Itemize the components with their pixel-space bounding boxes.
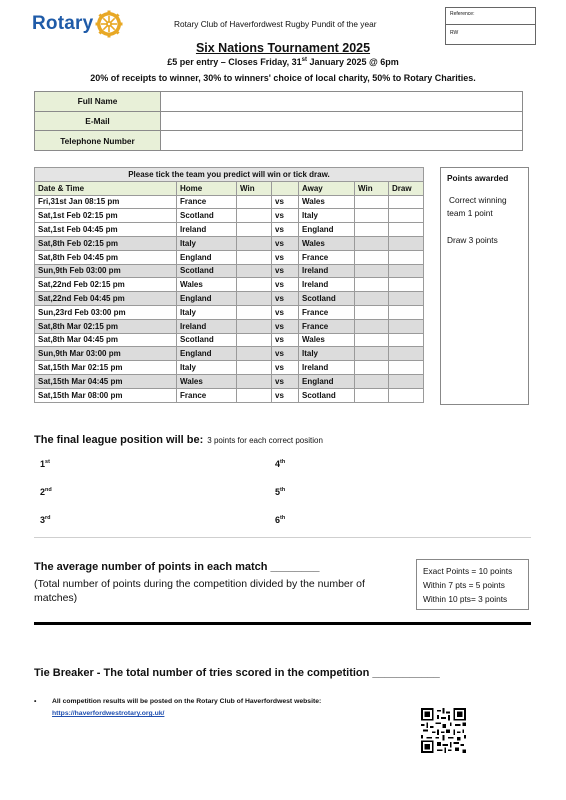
draw-tick[interactable] <box>389 305 424 319</box>
away-team: England <box>299 223 355 237</box>
draw-tick[interactable] <box>389 264 424 278</box>
home-team: Scotland <box>177 333 237 347</box>
reference-code: RW <box>450 30 459 36</box>
home-team: Italy <box>177 361 237 375</box>
home-team: Scotland <box>177 264 237 278</box>
draw-tick[interactable] <box>389 333 424 347</box>
away-team: Scotland <box>299 292 355 306</box>
home-team: France <box>177 195 237 209</box>
draw-tick[interactable] <box>389 278 424 292</box>
fixture-date: Sat,8th Mar 04:45 pm <box>35 333 177 347</box>
points-line-1: Correct winning <box>449 195 507 205</box>
away-team: Wales <box>299 236 355 250</box>
draw-tick[interactable] <box>389 374 424 388</box>
vs-label: vs <box>272 388 299 402</box>
fixture-date: Sat,15th Mar 02:15 pm <box>35 361 177 375</box>
draw-tick[interactable] <box>389 388 424 402</box>
fixture-date: Fri,31st Jan 08:15 pm <box>35 195 177 209</box>
draw-tick[interactable] <box>389 347 424 361</box>
home-win-tick[interactable] <box>237 319 272 333</box>
league-title: The final league position will be: <box>34 434 204 446</box>
draw-tick[interactable] <box>389 236 424 250</box>
table-row <box>35 264 424 278</box>
position-3[interactable]: 3rd <box>40 515 51 525</box>
away-win-tick[interactable] <box>355 319 389 333</box>
away-team: Italy <box>299 347 355 361</box>
table-row <box>35 223 424 237</box>
scoring-within-7: Within 7 pts = 5 points <box>423 580 505 590</box>
home-win-tick[interactable] <box>237 361 272 375</box>
table-row <box>35 305 424 319</box>
away-team: France <box>299 250 355 264</box>
header-home: Home <box>177 181 237 195</box>
home-win-tick[interactable] <box>237 236 272 250</box>
league-position-heading <box>34 430 323 448</box>
draw-tick[interactable] <box>389 292 424 306</box>
vs-label: vs <box>272 250 299 264</box>
fixture-date: Sat,8th Feb 02:15 pm <box>35 236 177 250</box>
draw-tick[interactable] <box>389 209 424 223</box>
average-points-question: The average number of points in each match ________ <box>34 561 320 573</box>
full-name-label: Full Name <box>35 92 161 112</box>
table-row <box>35 292 424 306</box>
away-win-tick[interactable] <box>355 236 389 250</box>
footer-text: All competition results will be posted on the Rotary Club of Haverfordwest website: <box>52 698 322 705</box>
fixture-date: Sun,23rd Feb 03:00 pm <box>35 305 177 319</box>
vs-label: vs <box>272 195 299 209</box>
page-title: Six Nations Tournament 2025 <box>195 41 371 55</box>
fixture-date: Sat,15th Mar 08:00 pm <box>35 388 177 402</box>
draw-tick[interactable] <box>389 223 424 237</box>
away-team: France <box>299 319 355 333</box>
home-win-tick[interactable] <box>237 347 272 361</box>
email-field[interactable] <box>161 111 523 131</box>
home-team: Ireland <box>177 319 237 333</box>
home-team: France <box>177 388 237 402</box>
away-win-tick[interactable] <box>355 374 389 388</box>
tie-breaker-question: Tie Breaker - The total number of tries scored in the competition ___________ <box>34 667 440 679</box>
away-win-tick[interactable] <box>355 292 389 306</box>
fixture-date: Sun,9th Mar 03:00 pm <box>35 347 177 361</box>
table-row <box>35 195 424 209</box>
header-date: Date & Time <box>35 181 177 195</box>
home-win-tick[interactable] <box>237 223 272 237</box>
table-row <box>35 333 424 347</box>
footer-note <box>34 698 321 705</box>
vs-label: vs <box>272 236 299 250</box>
rotary-wheel-icon <box>95 10 123 38</box>
table-row <box>35 361 424 375</box>
average-scoring-box <box>416 559 529 610</box>
header-vs <box>272 181 299 195</box>
table-row <box>35 374 424 388</box>
away-win-tick[interactable] <box>355 333 389 347</box>
fixture-date: Sat,1st Feb 02:15 pm <box>35 209 177 223</box>
position-5[interactable]: 5th <box>275 487 286 497</box>
reference-label: Reference: <box>446 8 535 25</box>
email-label: E-Mail <box>35 111 161 131</box>
divider-thin <box>34 537 531 538</box>
telephone-label: Telephone Number <box>35 131 161 151</box>
telephone-field[interactable] <box>161 131 523 151</box>
fixture-date: Sat,22nd Feb 02:15 pm <box>35 278 177 292</box>
rotary-logo <box>32 10 123 38</box>
fixture-date: Sat,15th Mar 04:45 pm <box>35 374 177 388</box>
fixture-date: Sat,1st Feb 04:45 pm <box>35 223 177 237</box>
away-team: England <box>299 374 355 388</box>
home-team: Italy <box>177 236 237 250</box>
away-win-tick[interactable] <box>355 347 389 361</box>
home-win-tick[interactable] <box>237 333 272 347</box>
points-title: Points awarded <box>447 173 509 183</box>
away-team: Ireland <box>299 278 355 292</box>
table-row <box>35 388 424 402</box>
away-team: Wales <box>299 195 355 209</box>
table-row <box>35 319 424 333</box>
fixtures-table <box>34 167 424 403</box>
away-win-tick[interactable] <box>355 209 389 223</box>
fixture-date: Sat,8th Feb 04:45 pm <box>35 250 177 264</box>
home-win-tick[interactable] <box>237 305 272 319</box>
club-title: Rotary Club of Haverfordwest Rugby Pundit of the year <box>174 19 377 29</box>
away-win-tick[interactable] <box>355 388 389 402</box>
home-win-tick[interactable] <box>237 374 272 388</box>
away-win-tick[interactable] <box>355 223 389 237</box>
vs-label: vs <box>272 347 299 361</box>
vs-label: vs <box>272 319 299 333</box>
fixture-date: Sat,22nd Feb 04:45 pm <box>35 292 177 306</box>
away-team: Ireland <box>299 264 355 278</box>
away-win-tick[interactable] <box>355 250 389 264</box>
scoring-within-10: Within 10 pts= 3 points <box>423 594 508 604</box>
full-name-field[interactable] <box>161 92 523 112</box>
draw-tick[interactable] <box>389 361 424 375</box>
logo-text: Rotary <box>32 13 94 34</box>
home-win-tick[interactable] <box>237 250 272 264</box>
vs-label: vs <box>272 361 299 375</box>
website-link[interactable]: https://haverfordwestrotary.org.uk/ <box>52 710 165 717</box>
away-team: Italy <box>299 209 355 223</box>
entry-info: £5 per entry – Closes Friday, 31st January 2025 @ 6pm <box>167 57 399 67</box>
fixture-date: Sun,9th Feb 03:00 pm <box>35 264 177 278</box>
vs-label: vs <box>272 374 299 388</box>
vs-label: vs <box>272 333 299 347</box>
home-team: England <box>177 250 237 264</box>
home-team: England <box>177 347 237 361</box>
home-win-tick[interactable] <box>237 264 272 278</box>
position-4[interactable]: 4th <box>275 459 286 469</box>
home-win-tick[interactable] <box>237 278 272 292</box>
draw-tick[interactable] <box>389 195 424 209</box>
away-win-tick[interactable] <box>355 278 389 292</box>
home-win-tick[interactable] <box>237 195 272 209</box>
position-6[interactable]: 6th <box>275 515 286 525</box>
home-team: Ireland <box>177 223 237 237</box>
vs-label: vs <box>272 305 299 319</box>
home-win-tick[interactable] <box>237 388 272 402</box>
bullet-icon: • <box>34 698 37 705</box>
header-away-win: Win <box>355 181 389 195</box>
home-win-tick[interactable] <box>237 292 272 306</box>
table-row <box>35 236 424 250</box>
header-draw: Draw <box>389 181 424 195</box>
away-win-tick[interactable] <box>355 361 389 375</box>
vs-label: vs <box>272 292 299 306</box>
fixtures-caption: Please tick the team you predict will win or tick draw. <box>35 168 424 182</box>
away-team: Wales <box>299 333 355 347</box>
personal-details-table <box>34 91 523 151</box>
average-points-note: (Total number of points during the competition divided by the number of matches) <box>34 578 365 604</box>
vs-label: vs <box>272 264 299 278</box>
draw-tick[interactable] <box>389 250 424 264</box>
vs-label: vs <box>272 209 299 223</box>
scoring-exact: Exact Points = 10 points <box>423 566 513 576</box>
league-note: 3 points for each correct position <box>207 436 323 445</box>
table-row <box>35 278 424 292</box>
table-row <box>35 209 424 223</box>
reference-box <box>445 7 536 45</box>
home-win-tick[interactable] <box>237 209 272 223</box>
vs-label: vs <box>272 223 299 237</box>
header-away: Away <box>299 181 355 195</box>
position-2[interactable]: 2nd <box>40 487 52 497</box>
divider-thick <box>34 622 531 625</box>
away-team: Ireland <box>299 361 355 375</box>
qr-code-icon[interactable] <box>421 708 466 753</box>
points-awarded-box <box>440 167 529 405</box>
draw-tick[interactable] <box>389 319 424 333</box>
home-team: Wales <box>177 278 237 292</box>
away-team: Scotland <box>299 388 355 402</box>
position-1[interactable]: 1st <box>40 459 50 469</box>
home-team: Italy <box>177 305 237 319</box>
header-home-win: Win <box>237 181 272 195</box>
table-row <box>35 250 424 264</box>
home-team: Wales <box>177 374 237 388</box>
away-win-tick[interactable] <box>355 195 389 209</box>
prize-split: 20% of receipts to winner, 30% to winners' choice of local charity, 50% to Rotary Charities. <box>90 73 476 83</box>
fixture-date: Sat,8th Mar 02:15 pm <box>35 319 177 333</box>
points-line-3: Draw 3 points <box>447 235 498 245</box>
home-team: England <box>177 292 237 306</box>
vs-label: vs <box>272 278 299 292</box>
points-line-2: team 1 point <box>447 208 493 218</box>
away-win-tick[interactable] <box>355 305 389 319</box>
table-row <box>35 347 424 361</box>
home-team: Scotland <box>177 209 237 223</box>
away-team: France <box>299 305 355 319</box>
away-win-tick[interactable] <box>355 264 389 278</box>
